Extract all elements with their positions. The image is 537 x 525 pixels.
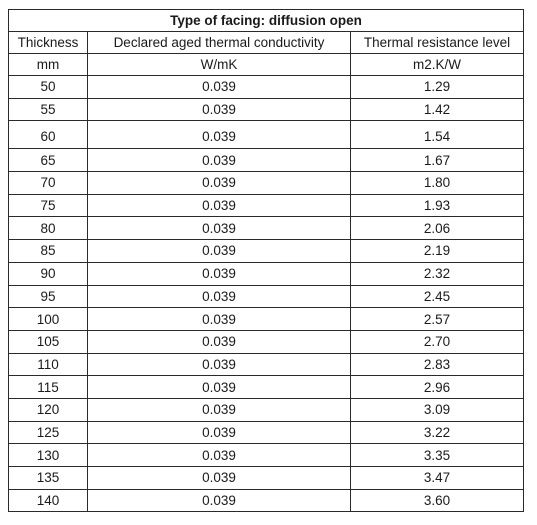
table-title: Type of facing: diffusion open bbox=[9, 10, 524, 32]
thickness-cell: 80 bbox=[9, 217, 88, 240]
thickness-cell: 125 bbox=[9, 421, 88, 444]
table-row bbox=[9, 285, 524, 308]
resistance-cell: 2.06 bbox=[351, 217, 524, 240]
table-row bbox=[9, 467, 524, 490]
resistance-cell: 2.70 bbox=[351, 330, 524, 353]
resistance-cell: 3.60 bbox=[351, 489, 524, 512]
resistance-cell: 3.22 bbox=[351, 421, 524, 444]
resistance-cell: 3.09 bbox=[351, 398, 524, 421]
conductivity-cell: 0.039 bbox=[88, 353, 351, 376]
thickness-cell: 115 bbox=[9, 376, 88, 399]
resistance-cell: 3.35 bbox=[351, 444, 524, 467]
table-row bbox=[9, 98, 524, 121]
thickness-cell: 140 bbox=[9, 489, 88, 512]
table-row bbox=[9, 308, 524, 331]
conductivity-cell: 0.039 bbox=[88, 467, 351, 490]
thermal-resistance-table bbox=[8, 9, 524, 512]
conductivity-cell: 0.039 bbox=[88, 240, 351, 263]
resistance-cell: 1.93 bbox=[351, 194, 524, 217]
document-page bbox=[8, 9, 523, 512]
table-row bbox=[9, 194, 524, 217]
table-row bbox=[9, 121, 524, 149]
conductivity-cell: 0.039 bbox=[88, 489, 351, 512]
conductivity-cell: 0.039 bbox=[88, 172, 351, 195]
conductivity-cell: 0.039 bbox=[88, 444, 351, 467]
conductivity-cell: 0.039 bbox=[88, 149, 351, 172]
thickness-cell: 90 bbox=[9, 262, 88, 285]
thickness-cell: 60 bbox=[9, 121, 88, 149]
resistance-cell: 2.83 bbox=[351, 353, 524, 376]
thickness-cell: 130 bbox=[9, 444, 88, 467]
thickness-cell: 50 bbox=[9, 76, 88, 99]
table-row bbox=[9, 398, 524, 421]
resistance-cell: 1.54 bbox=[351, 121, 524, 149]
conductivity-cell: 0.039 bbox=[88, 376, 351, 399]
table-row bbox=[9, 444, 524, 467]
table-row bbox=[9, 421, 524, 444]
thickness-cell: 135 bbox=[9, 467, 88, 490]
thickness-cell: 75 bbox=[9, 194, 88, 217]
resistance-cell: 2.45 bbox=[351, 285, 524, 308]
table-body bbox=[9, 76, 524, 512]
resistance-cell: 3.47 bbox=[351, 467, 524, 490]
header-resistance: Thermal resistance level bbox=[351, 32, 524, 54]
unit-thickness: mm bbox=[9, 54, 88, 76]
conductivity-cell: 0.039 bbox=[88, 76, 351, 99]
resistance-cell: 1.29 bbox=[351, 76, 524, 99]
table-row bbox=[9, 240, 524, 263]
table-row bbox=[9, 353, 524, 376]
conductivity-cell: 0.039 bbox=[88, 398, 351, 421]
conductivity-cell: 0.039 bbox=[88, 285, 351, 308]
resistance-cell: 2.19 bbox=[351, 240, 524, 263]
resistance-cell: 2.57 bbox=[351, 308, 524, 331]
table-row bbox=[9, 76, 524, 99]
conductivity-cell: 0.039 bbox=[88, 194, 351, 217]
resistance-cell: 2.32 bbox=[351, 262, 524, 285]
thickness-cell: 70 bbox=[9, 172, 88, 195]
conductivity-cell: 0.039 bbox=[88, 98, 351, 121]
table-row bbox=[9, 489, 524, 512]
conductivity-cell: 0.039 bbox=[88, 121, 351, 149]
thickness-cell: 85 bbox=[9, 240, 88, 263]
conductivity-cell: 0.039 bbox=[88, 330, 351, 353]
conductivity-cell: 0.039 bbox=[88, 217, 351, 240]
table-row bbox=[9, 330, 524, 353]
thickness-cell: 120 bbox=[9, 398, 88, 421]
unit-conductivity: W/mK bbox=[88, 54, 351, 76]
thickness-cell: 95 bbox=[9, 285, 88, 308]
conductivity-cell: 0.039 bbox=[88, 308, 351, 331]
unit-resistance: m2.K/W bbox=[351, 54, 524, 76]
thickness-cell: 55 bbox=[9, 98, 88, 121]
header-thickness: Thickness bbox=[9, 32, 88, 54]
resistance-cell: 1.42 bbox=[351, 98, 524, 121]
thickness-cell: 110 bbox=[9, 353, 88, 376]
table-row bbox=[9, 376, 524, 399]
table-row bbox=[9, 172, 524, 195]
table-row bbox=[9, 217, 524, 240]
thickness-cell: 100 bbox=[9, 308, 88, 331]
resistance-cell: 1.80 bbox=[351, 172, 524, 195]
table-row bbox=[9, 149, 524, 172]
thickness-cell: 65 bbox=[9, 149, 88, 172]
conductivity-cell: 0.039 bbox=[88, 262, 351, 285]
resistance-cell: 1.67 bbox=[351, 149, 524, 172]
header-conductivity: Declared aged thermal conductivity bbox=[88, 32, 351, 54]
resistance-cell: 2.96 bbox=[351, 376, 524, 399]
thickness-cell: 105 bbox=[9, 330, 88, 353]
table-row bbox=[9, 262, 524, 285]
conductivity-cell: 0.039 bbox=[88, 421, 351, 444]
